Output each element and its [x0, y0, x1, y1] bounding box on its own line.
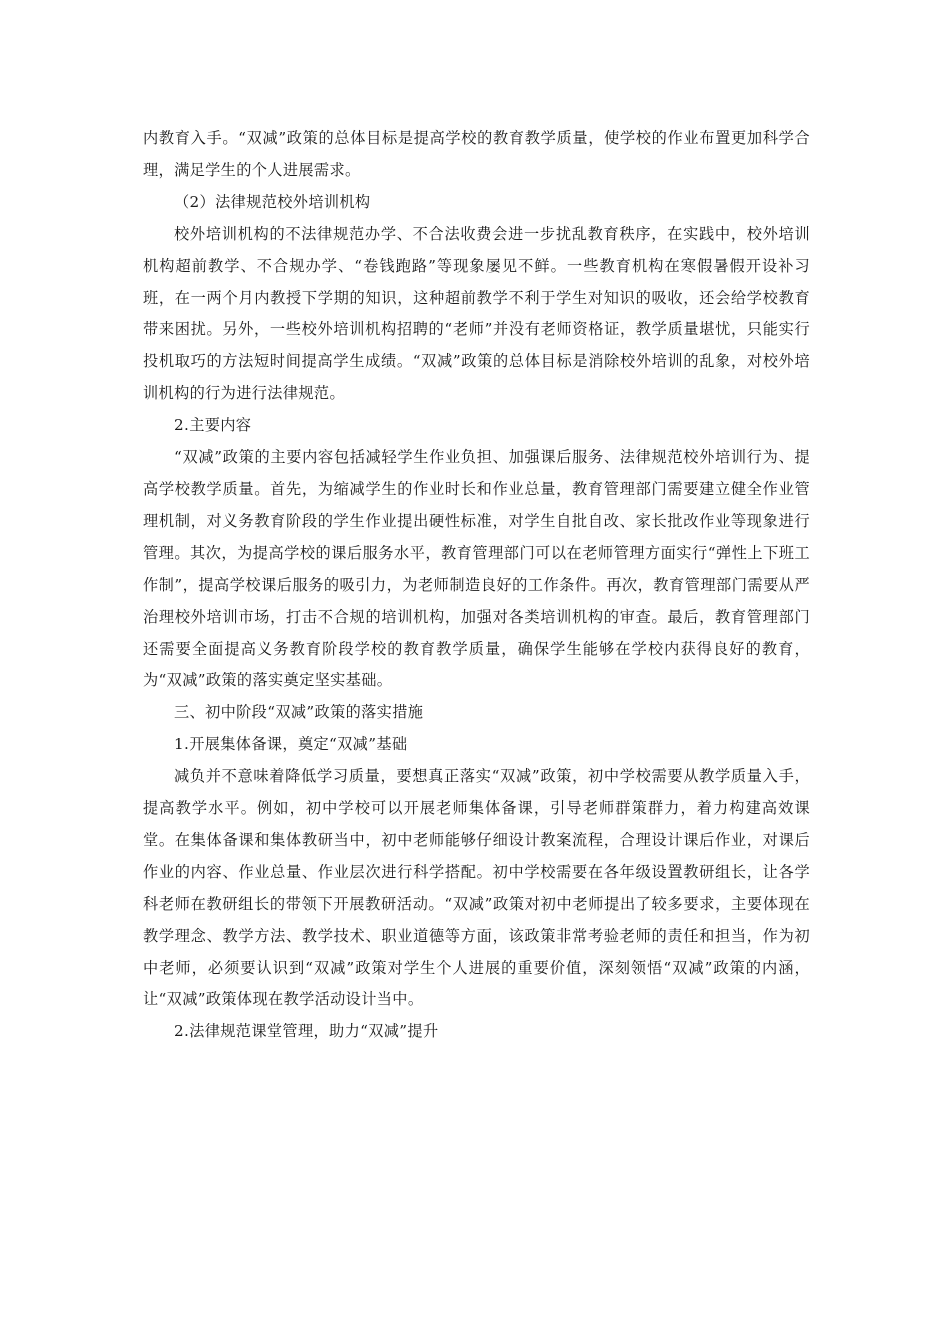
subheading-main-content: 2.主要内容	[174, 416, 252, 435]
document-body	[143, 123, 810, 1048]
paragraph-main-content: “双减”政策的主要内容包括减轻学生作业负担、加强课后服务、法律规范校外培训行为、提高学校教学质量。首先，为缩减学生的作业时长和作业总量，教育管理部门需要建立健全作业管理机制，对义务教育阶段的学生作业提出硬性标准，对学生自批自改、家长批改作业等现象进行管理。其次，为提高学校的课后服务水平，教育管理部门可以在老师管理方面实行“弹性上下班工作制”，提高学校课后服务的吸引力，为老师制造良好的工作条件。再次，教育管理部门需要从严治理校外培训市场，打击不合规的培训机构，加强对各类培训机构的审查。最后，教育管理部门还需要全面提高义务教育阶段学校的教育教学质量，确保学生能够在学校内获得良好的教育，为“双减”政策的落实奠定坚实基础。	[143, 448, 810, 690]
subheading-collective-lesson: 1.开展集体备课，奠定“双减”基础	[174, 735, 408, 754]
subheading-classroom-management: 2.法律规范课堂管理，助力“双减”提升	[174, 1022, 439, 1041]
section-heading-measures: 三、初中阶段“双减”政策的落实措施	[174, 703, 424, 722]
subheading-regulate-training: （2）法律规范校外培训机构	[174, 192, 371, 211]
paragraph-training-issues: 校外培训机构的不法律规范办学、不合法收费会进一步扰乱教育秩序，在实践中，校外培训机构超前教学、不合规办学、“卷钱跑路”等现象屡见不鲜。一些教育机构在寒假暑假开设补习班，在一两个月内教授下学期的知识，这种超前教学不利于学生对知识的吸收，还会给学校教育带来困扰。另外，一些校外培训机构招聘的“老师”并没有老师资格证，教学质量堪忧，只能实行投机取巧的方法短时间提高学生成绩。“双减”政策的总体目标是消除校外培训的乱象，对校外培训机构的行为进行法律规范。	[143, 224, 810, 403]
paragraph-continuation: 内教育入手。“双减”政策的总体目标是提高学校的教育教学质量，使学校的作业布置更加科学合理，满足学生的个人进展需求。	[143, 129, 810, 179]
paragraph-collective-lesson: 减负并不意味着降低学习质量，要想真正落实“双减”政策，初中学校需要从教学质量入手，提高教学水平。例如，初中学校可以开展老师集体备课，引导老师群策群力，着力构建高效课堂。在集体备课和集体教研当中，初中老师能够仔细设计教案流程，合理设计课后作业，对课后作业的内容、作业总量、作业层次进行科学搭配。初中学校需要在各年级设置教研组长，让各学科老师在教研组长的带领下开展教研活动。“双减”政策对初中老师提出了较多要求，主要体现在教学理念、教学方法、教学技术、职业道德等方面，该政策非常考验老师的责任和担当，作为初中老师，必须要认识到“双减”政策对学生个人进展的重要价值，深刻领悟“双减”政策的内涵，让“双减”政策体现在教学活动设计当中。	[143, 767, 810, 1009]
